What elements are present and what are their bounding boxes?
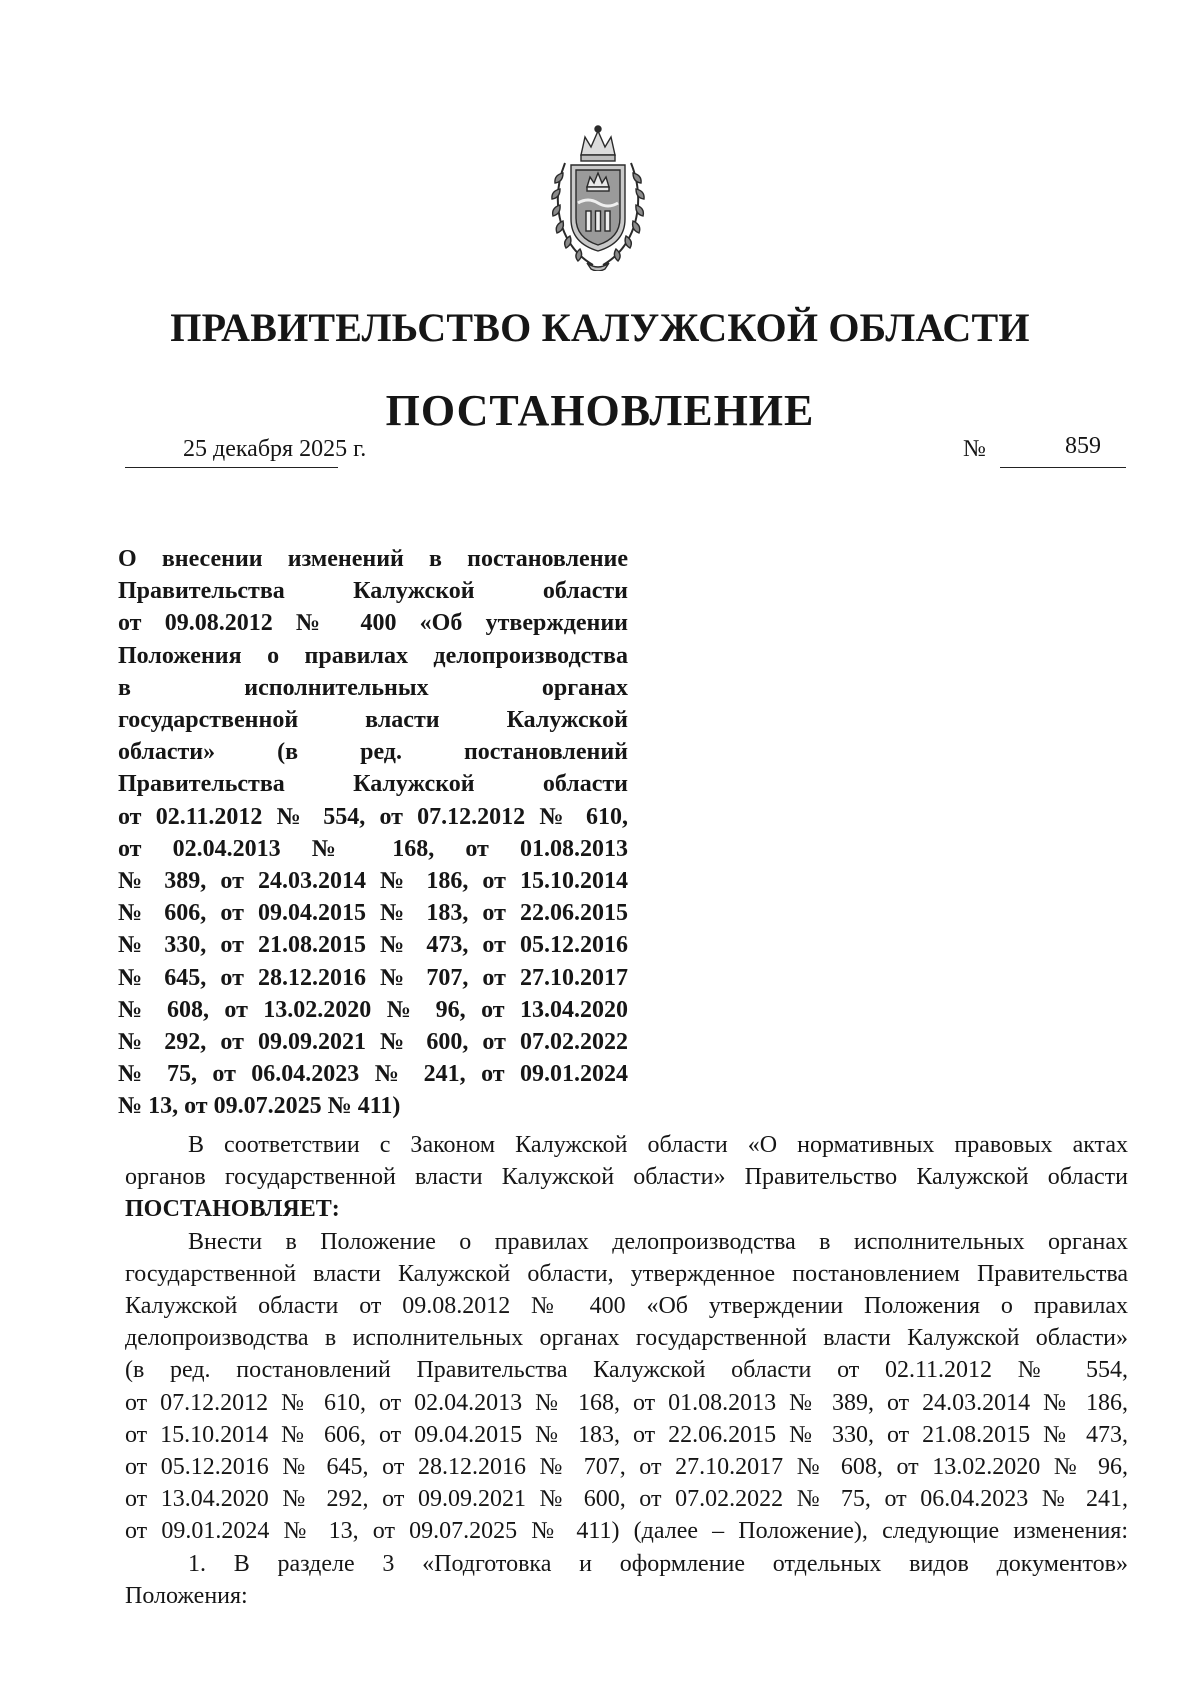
subject-line: государственной власти Калужской [118,707,628,734]
body-line: делопроизводства в исполнительных органах государственной власти Калужской области» [125,1325,1128,1352]
body-line: от 09.01.2024 № 13, от 09.07.2025 № 411) (далее – Положение), следующие изменения: [125,1518,1128,1545]
subject-line: № 75, от 06.04.2023 № 241, от 09.01.2024 [118,1061,628,1088]
body-line: от 05.12.2016 № 645, от 28.12.2016 № 707, от 27.10.2017 № 608, от 13.02.2020 № 96, [125,1454,1128,1481]
number-underline [1000,467,1126,468]
body-line: Калужской области от 09.08.2012 № 400 «Об утверждении Положения о правилах [125,1293,1128,1320]
subject-line: № 608, от 13.02.2020 № 96, от 13.04.2020 [118,996,628,1023]
subject-line: О внесении изменений в постановление [118,546,628,572]
subject-line: № 330, от 21.08.2015 № 473, от 05.12.2016 [118,932,628,959]
date-text: 25 декабря 2025 г. [183,436,367,462]
body-line: государственной власти Калужской области, утвержденное постановлением Правительства [125,1260,1128,1287]
body-line: 1. В разделе 3 «Подготовка и оформление отдельных видов документов» [188,1550,1128,1577]
body-line: от 07.12.2012 № 610, от 02.04.2013 № 168, от 01.08.2013 № 389, от 24.03.2014 № 186, [125,1389,1128,1416]
resolution-keyword: ПОСТАНОВЛЯЕТ: [125,1196,340,1223]
document-number: 859 [1065,433,1101,459]
date-underline [125,467,338,468]
subject-line: в исполнительных органах [118,674,628,701]
subject-line: области» (в ред. постановлений [118,739,628,766]
subject-line: от 02.11.2012 № 554, от 07.12.2012 № 610, [118,803,628,830]
coat-of-arms-emblem [543,123,653,271]
subject-line: от 09.08.2012 № 400 «Об утверждении [118,610,628,637]
subject-line: Правительства Калужской области [118,578,628,605]
subject-line: № 292, от 09.09.2021 № 600, от 07.02.2022 [118,1029,628,1056]
subject-line: № 606, от 09.04.2015 № 183, от 22.06.2015 [118,900,628,927]
body-line: В соответствии с Законом Калужской области «О нормативных правовых актах [188,1132,1128,1158]
document-body [125,1129,1128,1612]
subject-line: Положения о правилах делопроизводства [118,642,628,669]
subject-line: № 13, от 09.07.2025 № 411) [118,1093,401,1120]
body-line: органов государственной власти Калужской области» Правительство Калужской области [125,1164,1128,1191]
subject-line: № 389, от 24.03.2014 № 186, от 15.10.2014 [118,868,628,895]
number-label: № [963,436,986,462]
body-line: от 15.10.2014 № 606, от 09.04.2015 № 183, от 22.06.2015 № 330, от 21.08.2015 № 473, [125,1421,1128,1448]
body-line: Положения: [125,1582,248,1609]
subject-line: от 02.04.2013 № 168, от 01.08.2013 [118,835,628,862]
document-subject [118,543,628,1123]
body-line: от 13.04.2020 № 292, от 09.09.2021 № 600, от 07.02.2022 № 75, от 06.04.2023 № 241, [125,1486,1128,1513]
subject-line: № 645, от 28.12.2016 № 707, от 27.10.2017 [118,964,628,991]
subject-line: Правительства Калужской области [118,771,628,798]
document-type-title: ПОСТАНОВЛЕНИЕ [385,386,815,435]
document-date [125,436,374,463]
body-line: (в ред. постановлений Правительства Калужской области от 02.11.2012 № 554, [125,1357,1128,1384]
organization-title: ПРАВИТЕЛЬСТВО КАЛУЖСКОЙ ОБЛАСТИ [170,305,1030,350]
body-line: Внести в Положение о правилах делопроизводства в исполнительных органах [188,1228,1128,1255]
